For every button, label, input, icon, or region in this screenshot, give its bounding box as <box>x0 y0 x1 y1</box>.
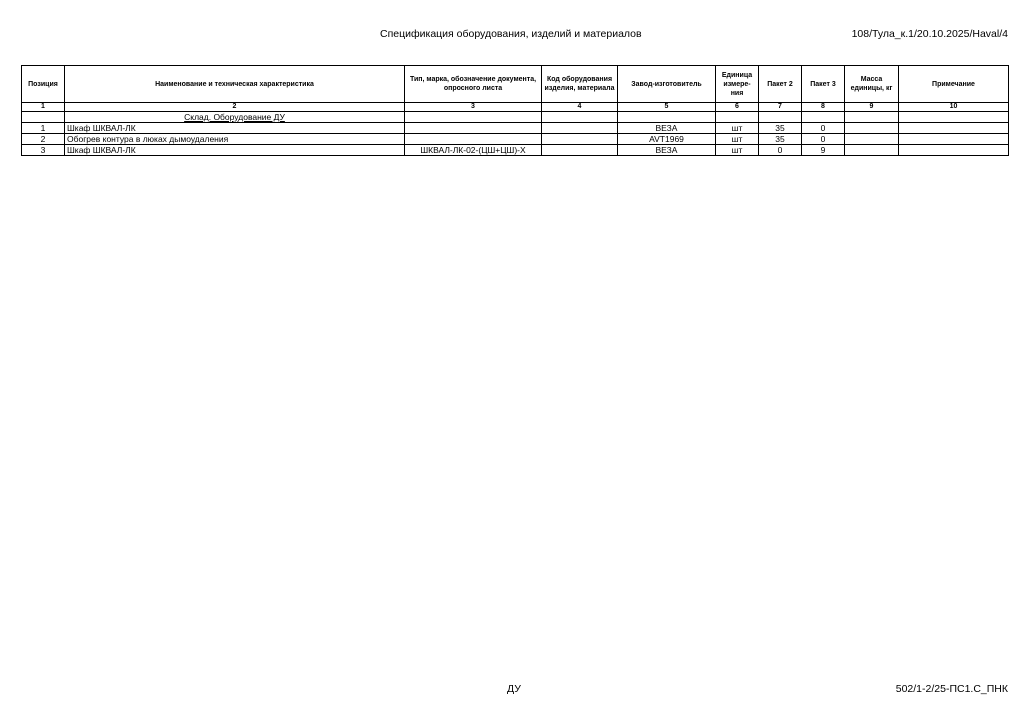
cell-type: ШКВАЛ-ЛК-02-(ЦШ+ЦШ)-Х <box>405 145 542 156</box>
cell-name: Шкаф ШКВАЛ-ЛК <box>65 145 405 156</box>
cell-type <box>405 134 542 145</box>
empty-cell <box>618 112 716 123</box>
cell-mass <box>845 134 899 145</box>
cell-position: 3 <box>22 145 65 156</box>
cell-package-2: 35 <box>759 134 802 145</box>
empty-cell <box>845 112 899 123</box>
empty-cell <box>542 112 618 123</box>
table-row <box>22 145 1009 156</box>
column-number: 10 <box>899 103 1009 112</box>
column-number: 9 <box>845 103 899 112</box>
cell-unit: шт <box>716 145 759 156</box>
table-row <box>22 123 1009 134</box>
empty-cell <box>22 112 65 123</box>
column-header-mass: Масса единицы, кг <box>845 66 899 103</box>
cell-code <box>542 134 618 145</box>
column-header-code: Код оборудования изделия, материала <box>542 66 618 103</box>
cell-code <box>542 123 618 134</box>
column-header-name: Наименование и техническая характеристика <box>65 66 405 103</box>
cell-position: 1 <box>22 123 65 134</box>
table-row <box>22 134 1009 145</box>
column-number-row <box>22 103 1009 112</box>
column-number: 1 <box>22 103 65 112</box>
footer-section-label: ДУ <box>507 683 521 695</box>
empty-cell <box>899 112 1009 123</box>
column-header-manufacturer: Завод-изготовитель <box>618 66 716 103</box>
column-header-unit: Единица измере-ния <box>716 66 759 103</box>
section-row <box>22 112 1009 123</box>
empty-cell <box>759 112 802 123</box>
cell-manufacturer: ВЕЗА <box>618 123 716 134</box>
cell-mass <box>845 145 899 156</box>
empty-cell <box>802 112 845 123</box>
footer-document-number: 502/1-2/25-ПС1.С_ПНК <box>895 683 1008 695</box>
column-number: 6 <box>716 103 759 112</box>
column-header-position: Позиция <box>22 66 65 103</box>
cell-unit: шт <box>716 134 759 145</box>
cell-type <box>405 123 542 134</box>
cell-manufacturer: AVT1969 <box>618 134 716 145</box>
column-number: 2 <box>65 103 405 112</box>
table-header-row <box>22 66 1009 103</box>
cell-package-2: 35 <box>759 123 802 134</box>
column-header-package-2: Пакет 2 <box>759 66 802 103</box>
specification-table <box>21 65 1009 156</box>
cell-package-3: 0 <box>802 134 845 145</box>
cell-mass <box>845 123 899 134</box>
column-header-package-3: Пакет 3 <box>802 66 845 103</box>
column-number: 5 <box>618 103 716 112</box>
cell-unit: шт <box>716 123 759 134</box>
column-header-type: Тип, марка, обозначение документа, опросного листа <box>405 66 542 103</box>
document-title: Спецификация оборудования, изделий и материалов <box>380 28 642 40</box>
column-number: 8 <box>802 103 845 112</box>
cell-note <box>899 123 1009 134</box>
column-header-note: Примечание <box>899 66 1009 103</box>
cell-note <box>899 134 1009 145</box>
cell-package-2: 0 <box>759 145 802 156</box>
cell-name: Обогрев контура в люках дымоудаления <box>65 134 405 145</box>
column-number: 4 <box>542 103 618 112</box>
document-code: 108/Тула_к.1/20.10.2025/Haval/4 <box>851 28 1008 40</box>
empty-cell <box>405 112 542 123</box>
column-number: 3 <box>405 103 542 112</box>
section-title: Склад. Оборудование ДУ <box>65 112 405 123</box>
cell-note <box>899 145 1009 156</box>
cell-package-3: 0 <box>802 123 845 134</box>
cell-name: Шкаф ШКВАЛ-ЛК <box>65 123 405 134</box>
cell-manufacturer: ВЕЗА <box>618 145 716 156</box>
column-number: 7 <box>759 103 802 112</box>
cell-code <box>542 145 618 156</box>
empty-cell <box>716 112 759 123</box>
cell-package-3: 9 <box>802 145 845 156</box>
cell-position: 2 <box>22 134 65 145</box>
